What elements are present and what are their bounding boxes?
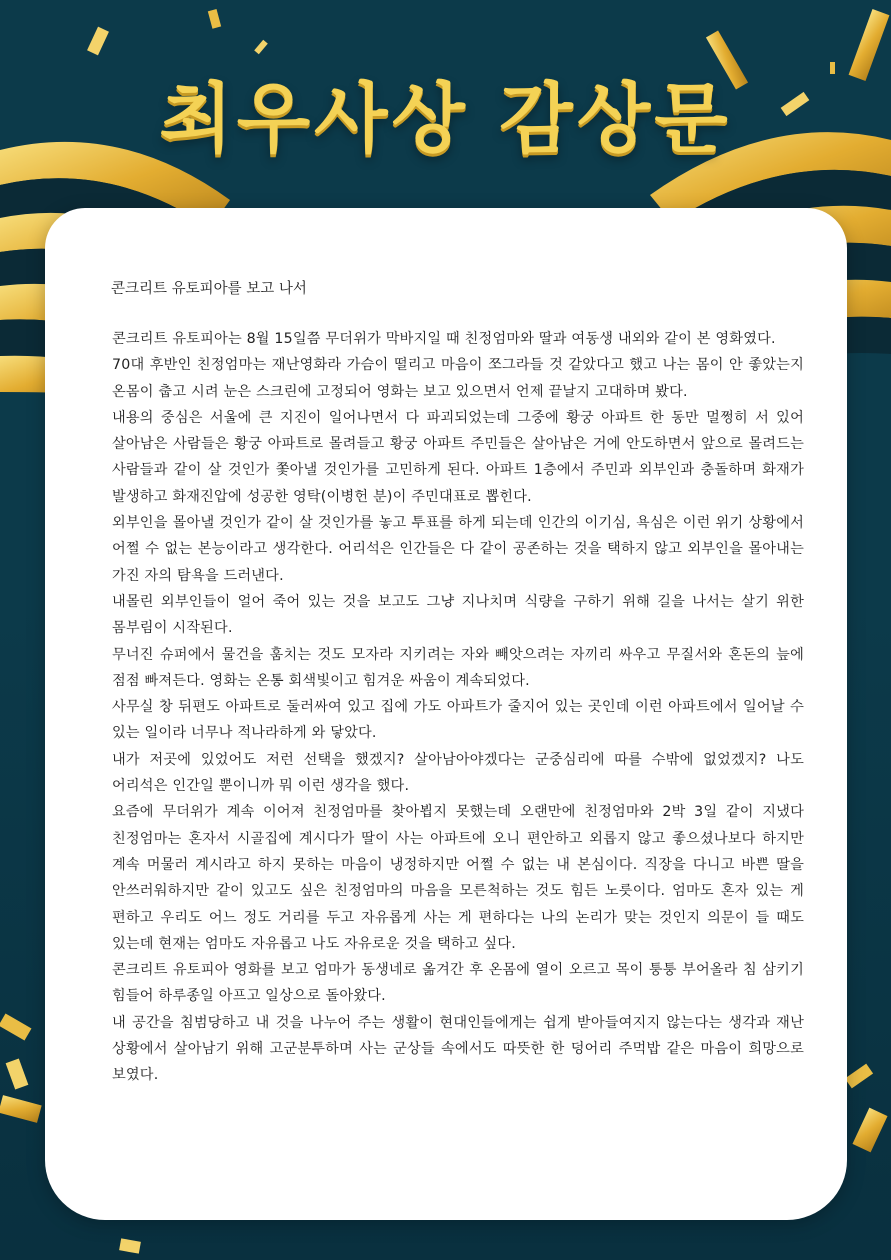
- paragraph: 내 공간을 침범당하고 내 것을 나누어 주는 생활이 현대인들에게는 쉽게 받아들여지지 않는다는 생각과 재난 상황에서 살아남기 위해 고군분투하며 사는 군상들 속에서도 따뜻한 한 덩어리 주먹밥 같은 마음이 희망으로 보였다.: [112, 1014, 804, 1084]
- banner-title: 최우사상 감상문: [159, 74, 732, 163]
- paragraph: 콘크리트 유토피아는 8월 15일쯤 무더위가 막바지일 때 친정엄마와 딸과 여동생 내외와 같이 본 영화였다.: [112, 331, 776, 347]
- document: [101, 268, 814, 1208]
- paragraph: 70대 후반인 친정엄마는 재난영화라 가슴이 떨리고 마음이 쪼그라들 것 같았다고 했고 나는 몸이 안 좋았는지 온몸이 춥고 시려 눈은 스크린에 고정되어 영화는 보고 있으면서 언제 끝날지 고대하며 봤다.: [112, 357, 804, 400]
- paragraph: 내가 저곳에 있었어도 저런 선택을 했겠지? 살아남아야겠다는 군중심리에 따를 수밖에 없었겠지? 나도 어리석은 인간일 뿐이니까 뭐 이런 생각을 했다.: [112, 751, 804, 795]
- paragraph: 무너진 슈퍼에서 물건을 훔치는 것도 모자라 지키려는 자와 빼앗으려는 자끼리 싸우고 무질서와 혼돈의 늪에 점점 빠져든다. 영화는 온통 회색빛이고 힘겨운 싸움이 계속되었다.: [112, 646, 804, 689]
- paragraph: 콘크리트 유토피아 영화를 보고 엄마가 동생네로 옮겨간 후 온몸에 열이 오르고 목이 퉁퉁 부어올라 침 삼키기 힘들어 하루종일 아프고 일상으로 돌아왔다.: [112, 962, 804, 1005]
- paragraph: 내용의 중심은 서울에 큰 지진이 일어나면서 다 파괴되었는데 그중에 황궁 아파트 한 동만 멀쩡히 서 있어 살아남은 사람들은 황궁 아파트로 몰려들고 황궁 아파트 주민들은 살아남은 거에 안도하면서 앞으로 몰려드는 사람들과 같이 살 것인가 쫓아낼 것인가를 고민하게 된다. 아파트 1층에서 주민과 외부인과 충돌하며 화재가 발생하고 화재진압에 성공한 영탁(이병헌 분)이 주민대표로 뽑힌다.: [112, 409, 804, 505]
- paragraph: 요즘에 무더위가 계속 이어져 친정엄마를 찾아뵙지 못했는데 오랜만에 친정엄마와 2박 3일 같이 지냈다 친정엄마는 혼자서 시골집에 계시다가 딸이 사는 아파트에 오니 편안하고 외롭지 않고 좋으셨나보다 하지만 계속 머물러 계시라고 하지 못하는 마음이 냉정하지만 어쩔 수 없는 내 본심이다. 직장을 다니고 바쁜 딸을 안쓰러워하지만 같이 있고도 싶은 친정엄마의 마음을 모른척하는 것도 힘든 노릇이다. 엄마도 혼자 있는 게 편하고 우리도 어느 정도 거리를 두고 자유롭게 사는 게 편하다는 나의 논리가 맞는 것인지 의문이 들 때도 있는데 현재는 엄마도 자유롭고 나도 자유로운 것을 택하고 싶다.: [112, 804, 804, 952]
- paragraph: 사무실 창 뒤편도 아파트로 둘러싸여 있고 집에 가도 아파트가 줄지어 있는 곳인데 이런 아파트에서 일어날 수 있는 일이라 너무나 적나라하게 와 닿았다.: [112, 699, 804, 742]
- document-body: [101, 326, 814, 1089]
- paragraph: 외부인을 몰아낼 것인가 같이 살 것인가를 놓고 투표를 하게 되는데 인간의 이기심, 욕심은 이런 위기 상황에서 어쩔 수 없는 본능이라고 생각한다. 어리석은 인간들은 다 같이 공존하는 것을 택하지 않고 외부인을 몰아내는 가진 자의 탐욕을 드러낸다.: [112, 515, 804, 584]
- document-heading: 콘크리트 유토피아를 보고 나서: [111, 281, 307, 297]
- paragraph: 내몰린 외부인들이 얼어 죽어 있는 것을 보고도 그냥 지나치며 식량을 구하기 위해 길을 나서는 살기 위한 몸부림이 시작된다.: [112, 593, 804, 637]
